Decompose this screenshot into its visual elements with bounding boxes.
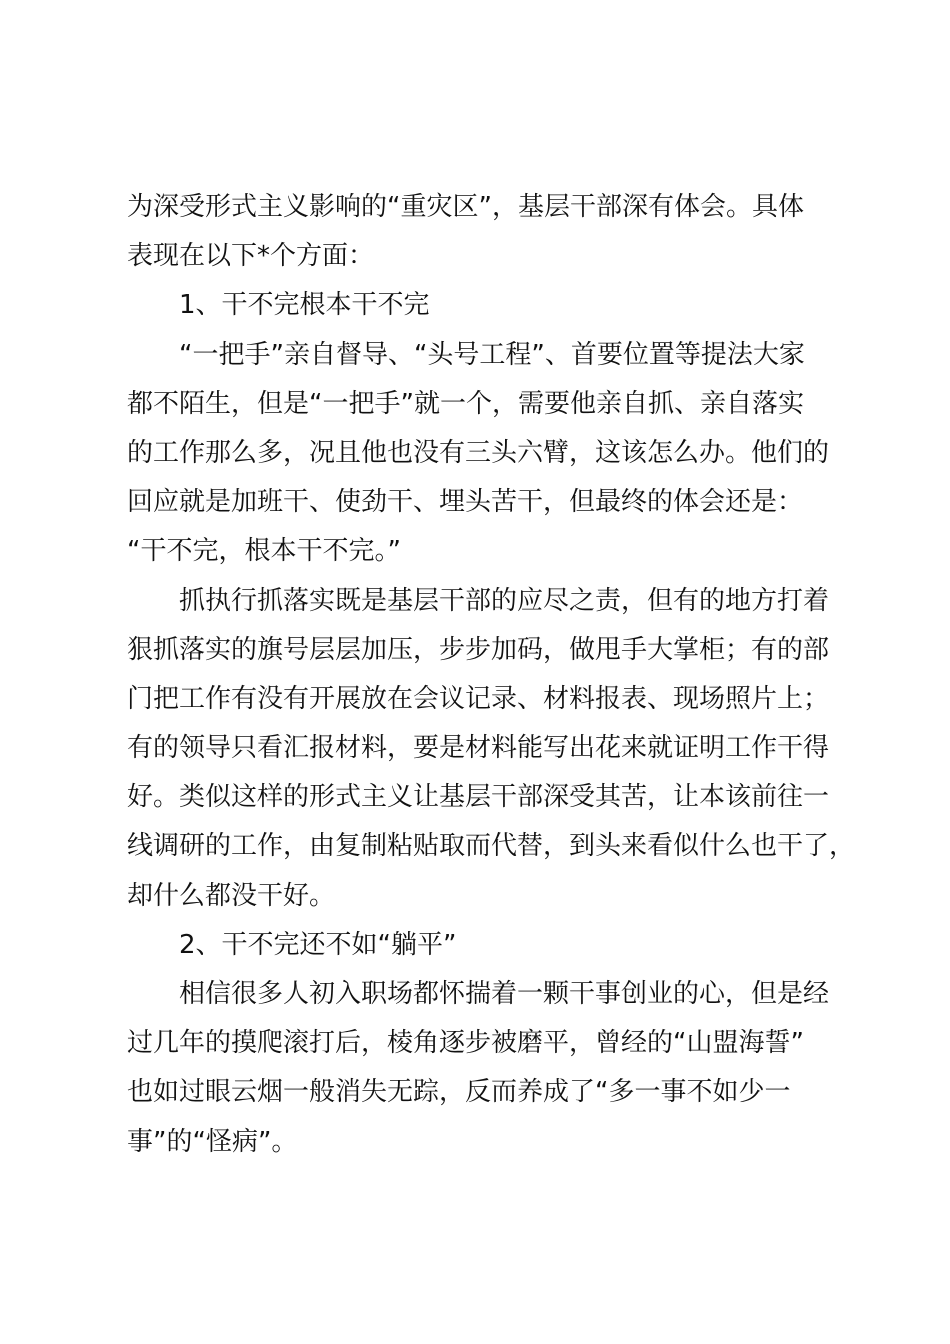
text-line: 为深受形式主义影响的“重灾区”，基层干部深有体会。具体 (127, 192, 804, 222)
text-line: 1、干不完根本干不完 (179, 290, 430, 321)
text-line: 也如过眼云烟一般消失无踪，反而养成了“多一事不如少一 (127, 1077, 791, 1108)
text-line: 过几年的摸爬滚打后，棱角逐步被磨平，曾经的“山盟海誓” (127, 1028, 804, 1059)
text-line: 有的领导只看汇报材料，要是材料能写出花来就证明工作干得 (127, 733, 830, 764)
document-body (127, 183, 856, 1167)
text-line: 表现在以下*个方面： (127, 241, 375, 272)
text-line: “一把手”亲自督导、“头号工程”、首要位置等提法大家 (179, 339, 805, 370)
text-line: 狠抓落实的旗号层层加压，步步加码，做甩手大掌柜；有的部 (127, 634, 830, 665)
text-line: 的工作那么多，况且他也没有三头六臂，这该怎么办。他们的 (127, 437, 830, 468)
text-line: 好。类似这样的形式主义让基层干部深受其苦，让本该前往一 (127, 782, 830, 813)
text-line: 线调研的工作，由复制粘贴取而代替，到头来看似什么也干了， (127, 831, 856, 862)
text-line: 回应就是加班干、使劲干、埋头苦干，但最终的体会还是： (127, 487, 804, 518)
text-line: 门把工作有没有开展放在会议记录、材料报表、现场照片上； (127, 683, 830, 714)
text-line: 却什么都没干好。 (127, 880, 336, 911)
text-line: 2、干不完还不如“躺平” (179, 929, 457, 960)
text-line: 事”的“怪病”。 (127, 1126, 298, 1157)
text-line: 抓执行抓落实既是基层干部的应尽之责，但有的地方打着 (179, 585, 830, 616)
text-line: 相信很多人初入职场都怀揣着一颗干事创业的心，但是经 (179, 979, 830, 1009)
text-line: “干不完，根本干不完。” (127, 536, 401, 567)
text-line: 都不陌生，但是“一把手”就一个，需要他亲自抓、亲自落实 (127, 388, 804, 419)
